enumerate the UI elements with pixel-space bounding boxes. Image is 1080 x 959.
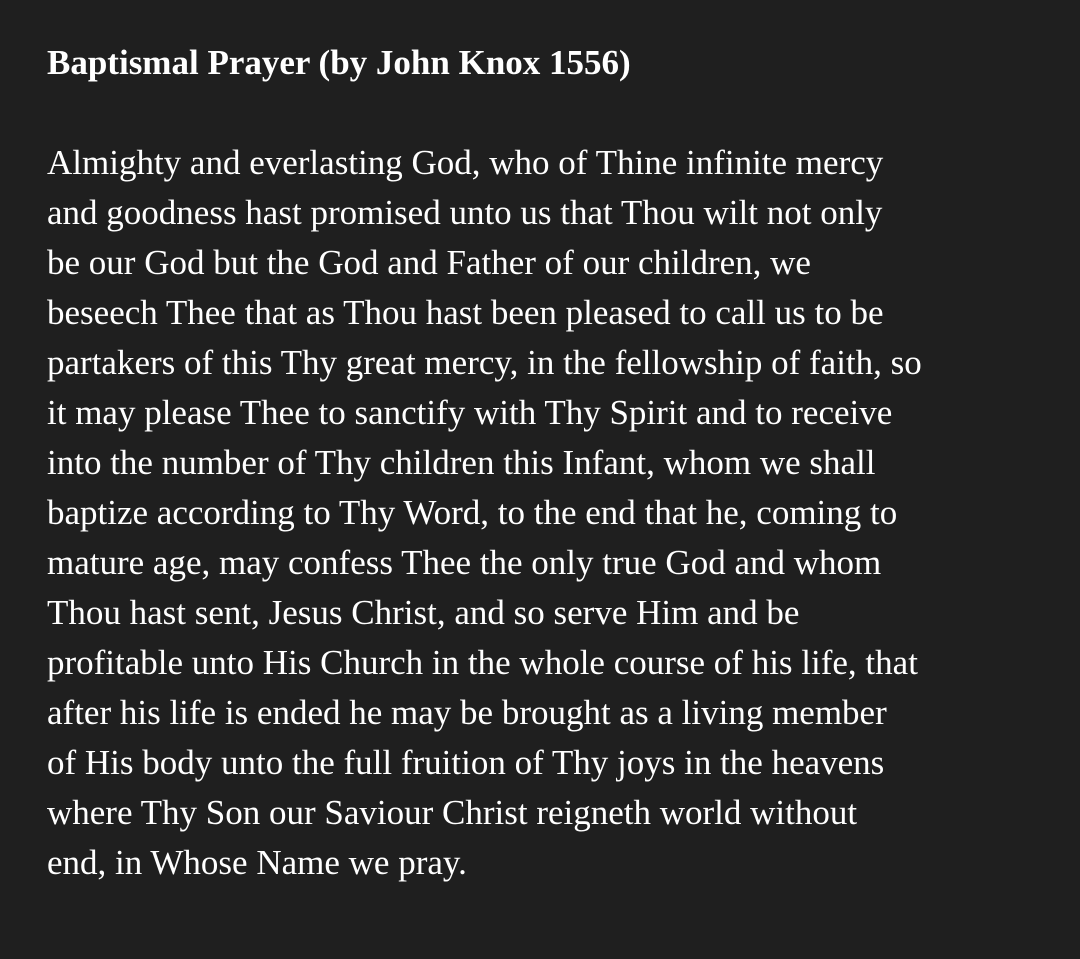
prayer-title: Baptismal Prayer (by John Knox 1556) [47,43,631,82]
prayer-line: of His body unto the full fruition of Thy joys in the heavens [47,743,885,782]
prayer-line: baptize according to Thy Word, to the end that he, coming to [47,493,898,532]
prayer-line: beseech Thee that as Thou hast been pleased to call us to be [47,293,884,332]
prayer-line: where Thy Son our Saviour Christ reigneth world without [47,793,858,832]
prayer-line: Thou hast sent, Jesus Christ, and so serve Him and be [47,593,800,632]
prayer-line: and goodness hast promised unto us that Thou wilt not only [47,193,883,232]
prayer-line: end, in Whose Name we pray. [47,843,467,882]
prayer-line: be our God but the God and Father of our children, we [47,243,811,282]
prayer-line: Almighty and everlasting God, who of Thine infinite mercy [47,143,884,182]
prayer-body [47,138,1057,888]
prayer-line: profitable unto His Church in the whole course of his life, that [47,643,918,682]
prayer-line: after his life is ended he may be brought as a living member [47,693,887,732]
prayer-document [47,38,1057,888]
prayer-line: partakers of this Thy great mercy, in the fellowship of faith, so [47,343,922,382]
prayer-line: into the number of Thy children this Infant, whom we shall [47,443,876,482]
prayer-line: it may please Thee to sanctify with Thy Spirit and to receive [47,393,893,432]
prayer-line: mature age, may confess Thee the only true God and whom [47,543,882,582]
